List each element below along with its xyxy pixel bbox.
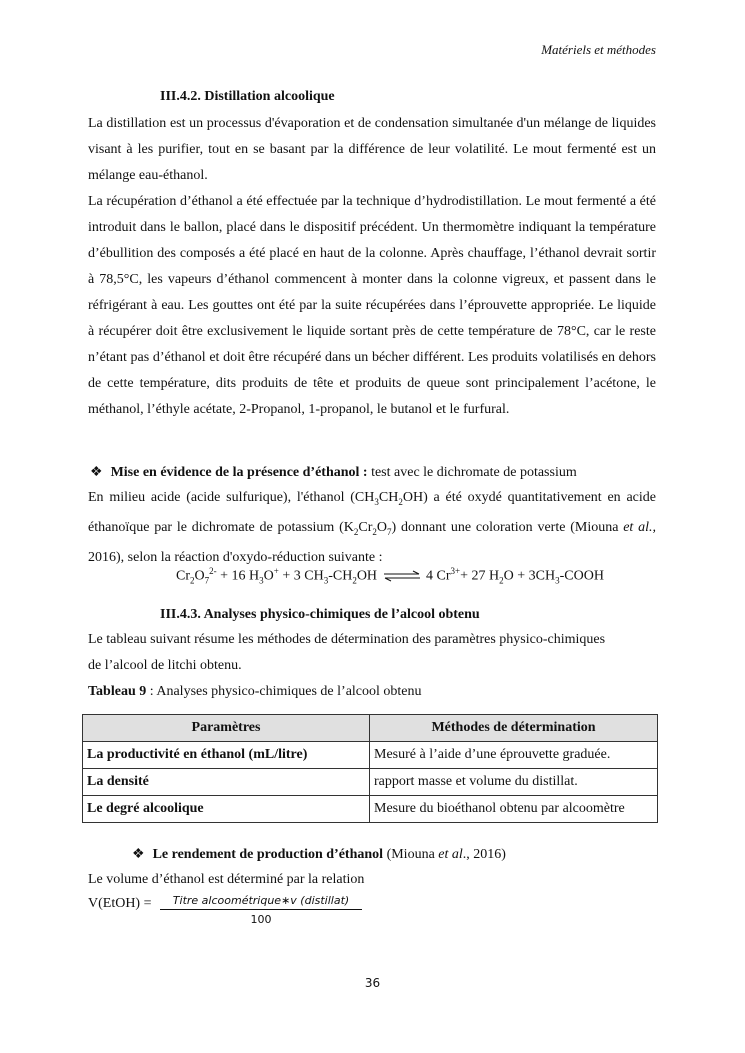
formula-numerator: Titre alcoométrique∗v (distillat) (160, 894, 362, 910)
ethanol-test-heading: Mise en évidence de la présence d’éthanol : (110, 465, 368, 480)
analyses-intro-line-2: de l’alcool de litchi obtenu. (88, 658, 242, 673)
equilibrium-arrow-icon (383, 570, 421, 582)
table-caption (88, 684, 422, 700)
analyses-intro-line-1: Le tableau suivant résume les méthodes de détermination des paramètres physico-chimiques (88, 632, 606, 647)
table-row (83, 796, 658, 823)
physico-chemical-table (82, 714, 658, 823)
table-caption-text: : Analyses physico-chimiques de l’alcool obtenu (146, 684, 422, 699)
section-heading-distillation: III.4.2. Distillation alcoolique (160, 89, 335, 104)
ethanol-test-subtitle: test avec le dichromate de potassium (367, 465, 577, 480)
table-row (83, 769, 658, 796)
diamond-bullet-icon: ❖ (132, 847, 145, 862)
running-header: Matériels et méthodes (541, 42, 656, 57)
diamond-bullet-icon: ❖ (90, 465, 103, 480)
formula-fraction (160, 894, 362, 926)
table-cell-method: rapport masse et volume du distillat. (370, 769, 658, 796)
redox-equation: $Cr_2O_7^{2-} + 16$ $H_3O^+ + 3$ $CH_3-CH_2OH$ 4 $Cr^{3+}+ 27$ $H_2O$ + $3CH_3$-COOH (176, 566, 604, 586)
table-header-cell: Méthodes de détermination (370, 715, 658, 742)
table-cell-method: Mesure du bioéthanol obtenu par alcoomètre (370, 796, 658, 823)
table-header-cell: Paramètres (83, 715, 370, 742)
section-heading-analyses: III.4.3. Analyses physico-chimiques de l’alcool obtenu (160, 607, 480, 622)
table-cell-parameter: La densité (83, 769, 370, 796)
table-header-row (83, 715, 658, 742)
yield-section-title: ❖ Le rendement de production d’éthanol (Miouna et al., 2016) (132, 847, 506, 862)
table-caption-label: Tableau 9 (88, 684, 147, 699)
paragraph-dichromate-test: En milieu acide (acide sulfurique), l'éthanol $(CH_3CH_2OH)$ a été oxydé quantitativement en acide éthanoïque par le dichromate de potassium $(K_2Cr_2O_7)$ donnant une coloration verte (Miouna et al., 2016), selon la réaction d'oxydo-réduction suivante : (88, 490, 657, 565)
paragraph-ethanol-recovery: La récupération d’éthanol a été effectuée par la technique d’hydrodistillation. Le mout fermenté a été introduit dans le ballon, placé dans le dispositif précédent. Un thermomètre indiquant la température d’ébullition des composés a été placé en haut de la colonne. Après chauffage, l’éthanol devrait sortir à 78,5°C, les vapeurs d’éthanol commencent à monter dans la colonne vigreux, et passent dans le réfrigérant à eau. Les gouttes ont été par la suite récupérées dans l’éprouvette appropriée. Le liquide à récupérer doit être exclusivement le liquide sortant près de cette température de 78°C, car le reste n’étant pas d’éthanol et doit être récupéré dans un bécher différent. Les produits volatilisés en dehors de cette température, dits produits de tête et produits de queue sont principalement l’acétone, le méthanol, l’éthyle acétate, 2-Propanol, 1-propanol, le butanol et le furfural. (88, 194, 656, 417)
formula-lhs: V(EtOH) = (88, 896, 152, 911)
paragraph-distillation-definition: La distillation est un processus d'évaporation et de condensation simultanée d'un mélange de liquides visant à les purifier, tout en se basant par la différence de leur volatilité. Le mout fermenté est un mélange eau-éthanol. (88, 116, 656, 183)
table-cell-method: Mesuré à l’aide d’une éprouvette graduée. (370, 742, 658, 769)
yield-description: Le volume d’éthanol est déterminé par la relation (88, 872, 365, 887)
table-cell-parameter: Le degré alcoolique (83, 796, 370, 823)
page-number: 36 (364, 976, 381, 990)
ethanol-test-title (90, 464, 577, 481)
table-row (83, 742, 658, 769)
formula-denominator: 100 (250, 913, 272, 926)
yield-heading: Le rendement de production d’éthanol (152, 847, 384, 862)
table-cell-parameter: La productivité en éthanol (mL/litre) (83, 742, 370, 769)
